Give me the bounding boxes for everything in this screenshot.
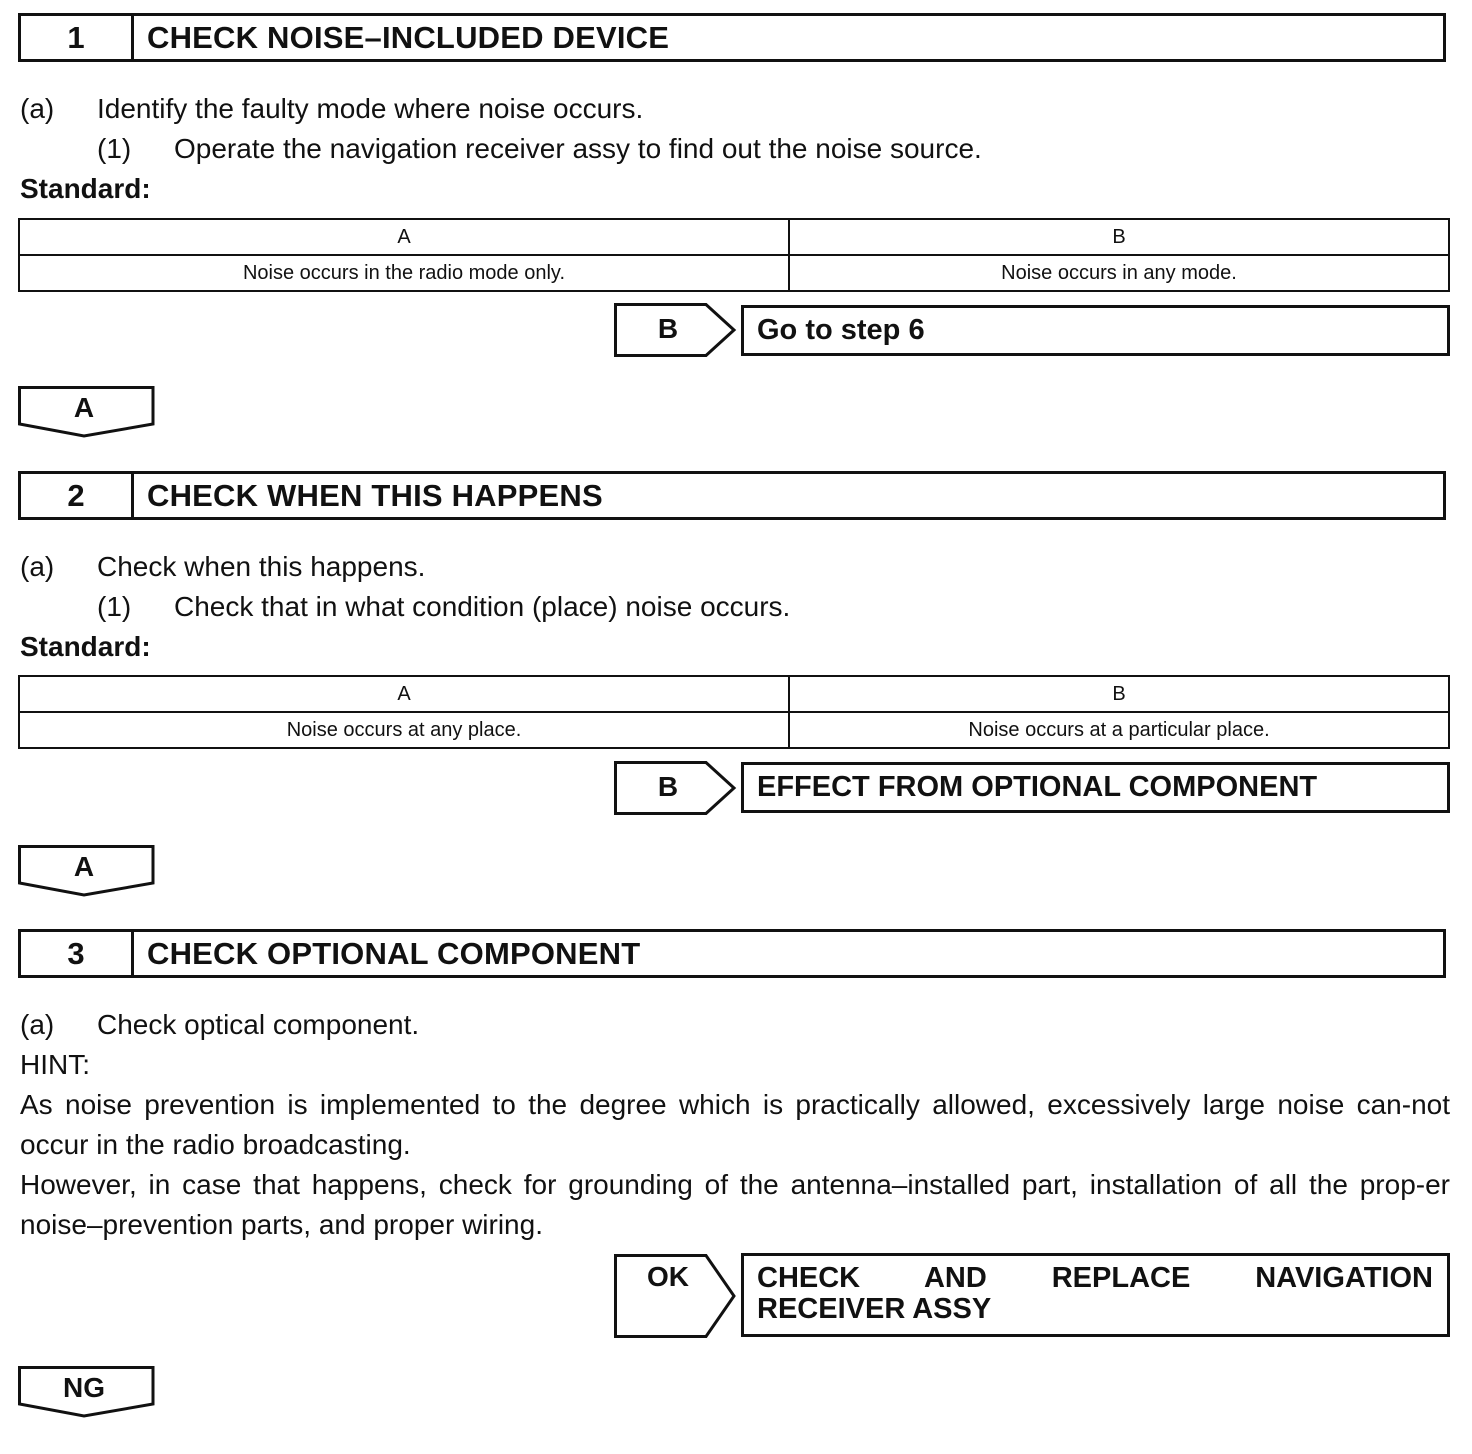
next-label: A	[73, 392, 95, 423]
table-row	[19, 712, 1449, 748]
table-cell-a: Noise occurs at any place.	[19, 712, 789, 748]
table-row	[19, 219, 1449, 255]
sub-item-text: Check that in what condition (place) noise occurs.	[174, 591, 791, 622]
step-2-header	[18, 471, 1446, 520]
item-a-label: (a)	[20, 1009, 55, 1040]
step-1-header	[18, 13, 1446, 62]
next-ng-arrow	[18, 1366, 156, 1418]
branch-label: OK	[647, 1261, 689, 1292]
branch-result-box	[741, 305, 1450, 356]
hint-paragraph-1: As noise prevention is implemented to the degree which is practically allowed, excessively large noise can-not occur in the radio broadcasting.	[20, 1089, 1450, 1160]
step-number: 3	[21, 932, 134, 975]
step-number: 2	[21, 474, 134, 517]
next-label: NG	[63, 1372, 105, 1403]
step-title: CHECK OPTIONAL COMPONENT	[147, 935, 641, 971]
hint-paragraph-2: However, in case that happens, check for grounding of the antenna–installed part, installation of all the prop-er noise–prevention parts, and proper wiring.	[20, 1169, 1450, 1240]
table-cell-b: Noise occurs at a particular place.	[789, 712, 1449, 748]
item-a-label: (a)	[20, 93, 55, 124]
branch-result-box	[741, 762, 1450, 813]
branch-result-text: EFFECT FROM OPTIONAL COMPONENT	[757, 771, 1318, 803]
table-header-a: A	[19, 219, 789, 255]
item-a-text: Check when this happens.	[97, 551, 426, 582]
branch-b-arrow	[614, 303, 738, 357]
next-label: A	[73, 851, 95, 882]
branch-result-text: Go to step 6	[757, 314, 925, 346]
step-3-header	[18, 929, 1446, 978]
table-row	[19, 676, 1449, 712]
next-a-arrow	[18, 386, 156, 438]
branch-result-line-1: CHECK AND REPLACE NAVIGATION	[757, 1262, 1433, 1294]
table-header-b: B	[789, 219, 1449, 255]
sub-item-label: (1)	[97, 133, 132, 164]
branch-result-line-2: RECEIVER ASSY	[757, 1293, 992, 1325]
branch-label: B	[657, 771, 679, 802]
step-title: CHECK NOISE–INCLUDED DEVICE	[147, 19, 670, 55]
branch-ok-arrow	[614, 1254, 738, 1338]
table-header-a: A	[19, 676, 789, 712]
table-cell-b: Noise occurs in any mode.	[789, 255, 1449, 291]
branch-result-box	[741, 1253, 1450, 1337]
step-number: 1	[21, 16, 134, 59]
hint-label: HINT:	[20, 1049, 90, 1080]
table-row	[19, 255, 1449, 291]
item-a-text: Check optical component.	[97, 1009, 420, 1040]
branch-label: B	[657, 313, 679, 344]
table-header-b: B	[789, 676, 1449, 712]
step-title: CHECK WHEN THIS HAPPENS	[147, 477, 603, 513]
item-a-text: Identify the faulty mode where noise occurs.	[97, 93, 644, 124]
sub-item-label: (1)	[97, 591, 132, 622]
item-a-label: (a)	[20, 551, 55, 582]
sub-item-text: Operate the navigation receiver assy to find out the noise source.	[174, 133, 982, 164]
next-a-arrow	[18, 845, 156, 897]
branch-b-arrow	[614, 761, 738, 815]
standard-label: Standard:	[20, 631, 151, 662]
standard-table	[18, 675, 1450, 749]
standard-label: Standard:	[20, 173, 151, 204]
standard-table	[18, 218, 1450, 292]
table-cell-a: Noise occurs in the radio mode only.	[19, 255, 789, 291]
